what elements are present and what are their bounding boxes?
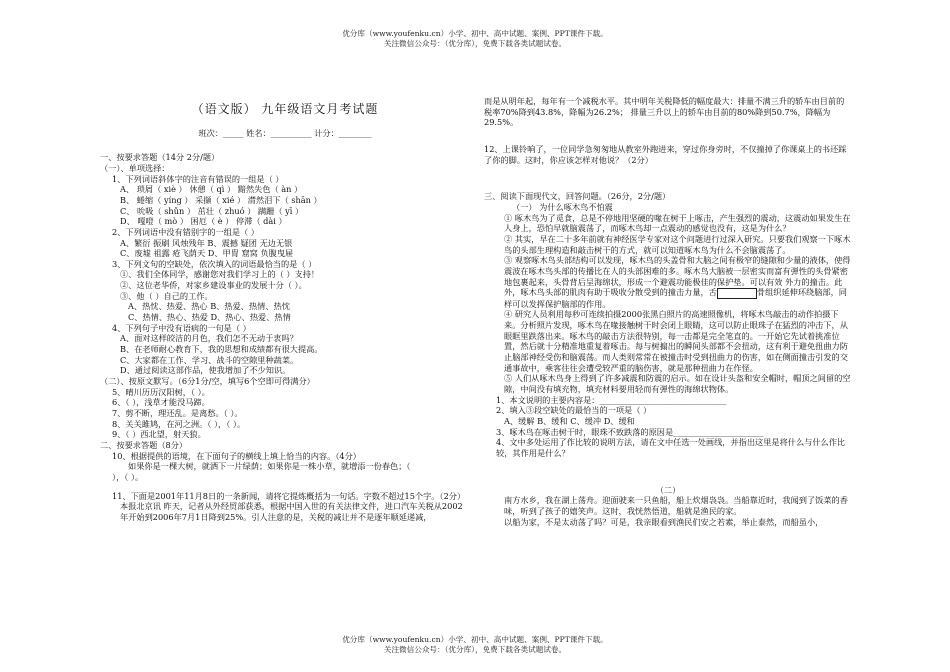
passage-2-heading: （二） [655,484,681,495]
blank-sentence: ②、这位老华侨，对家乡建设事业的发展十分（ ）。 [120,280,307,291]
option-line: B、 蜷缩（ yíng ） 采撷（ xié ） 潸然泪下（ shān ） [120,194,322,205]
option-line: C、热情、热心、热爱 D、热心、热爱、热情 [128,312,291,323]
paragraph-2: ② 其实，早在二十多年前就有神经医学专家对这个问题进行过深入研究。只要我们观察一下啄木鸟的头部生理构造和敲击树干的方式，就可以知道啄木鸟为什么不会脑震荡了。 [504,233,851,255]
reading-question-3: 3、啄木鸟在啄击树干时，眼珠不致跌落的原因是______________________ [496,426,764,437]
reading-question-4: 4、文中多处运用了作比较的说明方法，请在文中任选一处画线，并指出这里是将什么与什么作比较，其作用是什么？ [496,437,846,458]
bottom-footer [0,635,950,656]
recitation-line: 8、关关雎鸠，在河之洲。（ ），（ ）。 [112,418,246,429]
section-heading: 三、阅读下面现代文，回答问题。（26分，2分/题） [484,191,671,202]
option-line: D、通过阅读这部作品，使我增加了不少知识。 [120,365,291,376]
footer-line-1: 优分库（www.youfenku.cn）小学、初中、高中试题、案例、PPT课件下载。 [342,635,608,644]
paragraph-3: ③ 观察啄木鸟头部结构可以发现，啄木鸟的头盖骨和大脑之间有极窄的缝隙和少量的液体，使得震波在啄木鸟头部的传播比在人的头部困难的多。啄木鸟大脑被一层密实而富有弹性的头骨紧密地包裹起来，头骨背后呈海绵状，形成一个避震功能极佳的保护垫。可以有效 外力的撞击。此外，啄木鸟头部的肌肉有助于吸收分散受到的撞击力量，舌 骨组织延伸环绕脑部，同样可以发挥保护脑部的作用。 [504,255,851,309]
header-line-2: 关注微信公众号：（优分库），免费下载各类试题试卷。 [383,39,567,49]
subsection-heading: （一）、单项选择： [100,162,170,173]
option-line: A、 琐屑（ xiè ） 休憩（ qì ） 黯然失色（ àn ） [120,184,303,195]
option-line: A、面对这样皎洁的月色，我们怎不无动于衷吗？ [120,333,298,344]
answer-box[interactable] [717,288,757,299]
news-continuation: 而是从明年起，每年有一个减税水平。其中明年关税降低的幅度最大：排量不满三升的轿车由目前的税率70%降到43.8%，降幅为26.2%； 排量三升以上的轿车由目前的80%降到50.7%，降幅为29.5%。 [484,96,845,128]
paragraph-5: ⑤ 人们从啄木鸟身上得到了许多减震和防震的启示。如在设计头盔和安全帽时，帽顶之间留的空隙，中间没有填充物，填充材料要用轻而有弹性的海绵状物体。 [504,373,851,394]
header-line-1: 优分库（www.youfenku.cn）小学、初中、高中试题、案例、PPT课件下载。 [342,29,608,38]
option-line: A、热忱、热爱、热心 B、热爱、热情、热忱 [128,301,290,312]
passage-title: （一） 为什么啄木鸟不怕震 [512,201,613,212]
option-line: C、废墟 祖露 疮飞荫天 D、甲胄 窟窝 负腹曳屉 [120,248,294,259]
reading-question-1: 1、本文说明的主要内容是：_______________________________ [496,394,727,405]
option-line: A、繁衍 振刷 风烛残年 B、震撼 疑团 无边无银 [120,237,293,248]
option-line: C、大家都在工作、学习、战斗的空隙里种蔬菜。 [120,354,299,365]
reading-question-2: 2、填入③段空缺处的最恰当的一项是（ ） [496,405,652,416]
question-10: 10、根据提供的语境，在下面句子的横线上填上恰当的内容。（4分） [112,450,361,461]
option-line: A、缓解 B、缓和 C、缓冲 D、缓和 [504,415,635,426]
paragraph-4: ④ 研究人员利用每秒可连续拍摄2000张黑白照片的高速照像机，将啄木鸟敲击的动作拍摄下来。分析照片发现，啄木鸟在喙接触树干时会闭上眼睛，这可以防止眼珠子在猛烈的冲击下，从眼眶里跌落出来。啄木鸟的敲击方法很特别，每一击都是完全笔直的。一开始它先试着挑准位置，然后就十分精准地重复着啄击。每与树搧出的瞬间头部都不会扭动，这有利于避免扭曲力防止脑部神经受伤和脑震荡。而人类则常常在被撞击时受到扭曲力的伤害，如在侧面撞击引发的交通事故中，乘客往往会遭受较严重的脑伤害，就是那种扭曲力在作怪。 [504,309,848,373]
news-paragraph: 本报北京讯 昨天，记者从外经贸部获悉，根据中国入世的有关法律文件，进口汽车关税从2002年开始到2006年7月1日降到25%。引人注意的是，关税的减让并不是逐年顺延递减， [120,501,463,522]
paragraph-1: ① 啄木鸟为了觅食，总是不停地用坚硬的喙在树干上啄击，产生强烈的震动，这震动如果发生在人身上，恐怕早就脑震荡了，而啄木鸟却一点震动的感觉也没有，这是为什么？ [504,212,851,234]
blank-sentence: ①、我们全体同学，感谢您对我们学习上的（ ）支持！ [120,269,320,280]
top-header [0,29,950,50]
blank-sentence: ③、他（ ）自己的工作。 [120,290,213,301]
student-info-line: 班次：_____ 姓名：__________ 计分：________ [198,127,372,138]
option-line: B、在老师耐心教育下，我的思想和成绩都有很大提高。 [120,344,323,355]
question-3: 3、下列文句的空缺处，依次填入的词语最恰当的是（ ） [112,258,317,269]
section-heading: 一、按要求答题（14分 2分/题） [100,152,220,163]
option-line: D、 嘎噔（ mò ） 困厄（ è ） 停滞（ dài ） [120,216,287,227]
footer-line-2: 关注微信公众号：（优分库），免费下载各类试题试卷。 [383,645,567,655]
exam-title: （语文版） 九年级语文月考试题 [191,102,379,116]
passage-2-paragraph-1: 南方水乡，我在湖上荡舟。迎面驶来一只鱼船，船上炊烟袅袅。当船靠近时，我闻到了饭菜的香味，听到了孩子的嬉笑声。这时，我恍然悟道，船就是渔民的家。 [504,495,848,516]
question-11: 11、下面是2001年11月8日的一条新闻，请将它提炼概括为一句话。字数不超过15个字。（2分） [112,490,466,501]
option-line: C、 吮吸（ shǔn ） 茁壮（ zhuó ） 蹒跚（ yī ） [120,205,304,216]
question-2: 2、下列词语中没有错别字的一组是（ ） [112,226,259,237]
question-4: 4、下列句子中没有语病的一句是（ ） [112,322,251,333]
question-1: 1、下列词语斜体字的注音有错误的一组是（ ） [112,173,284,184]
left-column [100,96,470,523]
question-12: 12、上课铃响了，一位同学急匆匆地从教室外跑进来，穿过你身旁时，不仅撞掉了你课桌上的书还踩了你的脚。这时，你应该怎样对他说？（2分） [484,143,847,165]
right-column [484,96,852,527]
question-10-context: 如果你是一棵大树，就洒下一片绿荫；如果你是一株小草，就增添一份春色；（ [128,461,411,472]
recitation-line: 5、晴川历历汉阳树，（ ）。 [112,386,210,397]
passage-2-paragraph-2: 以船为家，不是太动荡了吗？可是，我亲眼看到渔民们安之若素，举止泰然，而船虽小， [504,516,824,527]
recitation-line: 7、剪不断，理还乱。是离愁。（ ）。 [112,408,243,418]
recitation-line: 6、（ ），浅草才能没马蹄。 [112,397,210,408]
section-heading: 二、按要求答题（8分） [100,439,188,450]
recitation-line: 9、（ ）西北望，射天狼。 [112,429,206,440]
question-10-blank: ），（ ）。 [112,471,144,482]
subsection-heading: （二）、按原文默写。（6分1分/空，填写6个空即可得满分） [100,376,315,387]
